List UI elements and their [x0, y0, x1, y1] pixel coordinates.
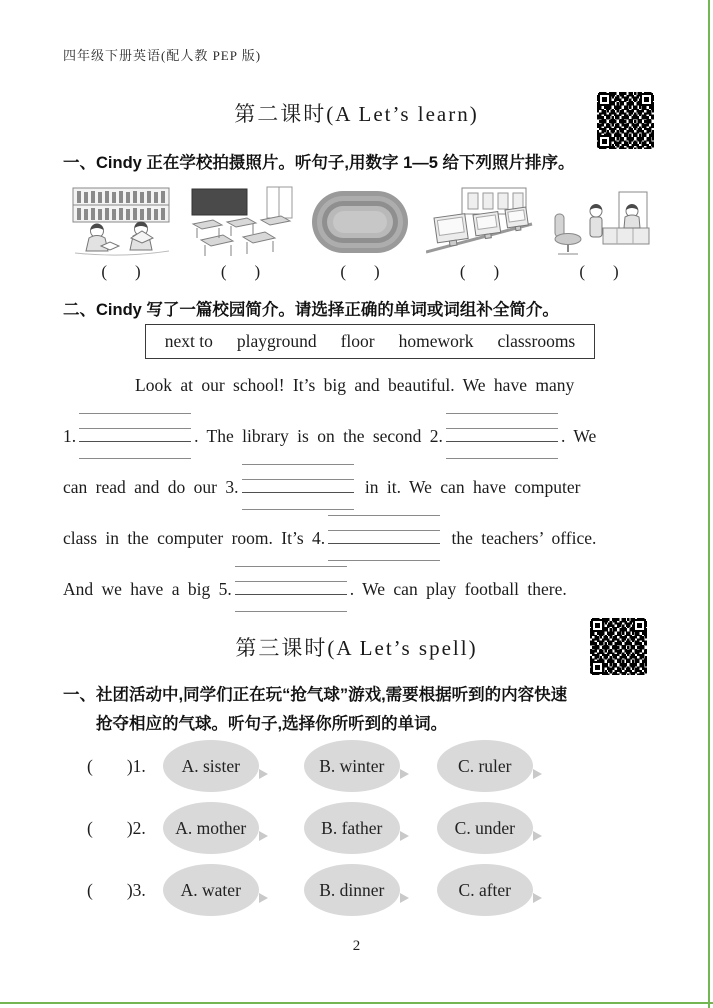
photo-cell-library	[66, 186, 176, 282]
qr-finder-icon	[598, 135, 611, 148]
question-row-2	[63, 802, 663, 854]
question-row-1	[63, 740, 663, 792]
question-row-3	[63, 864, 663, 916]
option-label: C. after	[458, 879, 512, 900]
answer-blank-1[interactable]	[79, 413, 191, 460]
passage-line	[63, 564, 655, 615]
photo-cell-computer-room	[425, 186, 535, 282]
word-bank-item: homework	[398, 331, 474, 351]
word-bank-box	[145, 324, 595, 359]
option-label: A. mother	[175, 817, 247, 838]
passage-line	[63, 411, 655, 462]
lesson2-title: 第二课时(A Let’s learn)	[234, 102, 479, 126]
photo-cell-playground	[305, 186, 415, 282]
passage-text: class in the computer room. It’s 4.	[63, 528, 326, 548]
balloon-option[interactable]	[437, 864, 533, 916]
instruction-line: 一、社团活动中,同学们正在玩“抢气球”游戏,需要根据听到的内容快速	[63, 686, 568, 704]
option-label: A. water	[180, 879, 241, 900]
balloon-option[interactable]	[163, 864, 259, 916]
answer-bracket[interactable]: (	[87, 817, 93, 838]
passage-text: in it. We can have computer	[356, 477, 581, 497]
question-number: )2.	[126, 817, 146, 838]
photo-cell-classroom	[186, 186, 296, 282]
question-number: )1.	[126, 755, 146, 776]
answer-bracket[interactable]: (	[87, 755, 93, 776]
passage-text: Look at our school! It’s big and beautiful. We have many	[135, 375, 575, 395]
answer-blank-2[interactable]	[446, 413, 558, 460]
answer-bracket[interactable]: (	[87, 879, 93, 900]
option-label: C. under	[454, 817, 515, 838]
computer-room-illustration	[426, 186, 534, 258]
answer-blank-5[interactable]	[235, 566, 347, 613]
passage-text: And we have a big 5.	[63, 579, 232, 599]
page-edge-right	[708, 0, 710, 1008]
passage-text: can read and do our 3.	[63, 477, 239, 497]
option-label: B. dinner	[319, 879, 385, 900]
balloon-option[interactable]	[163, 740, 259, 792]
qr-finder-icon	[591, 661, 604, 674]
page-number: 2	[352, 938, 361, 954]
option-label: C. ruler	[458, 755, 512, 776]
passage-text: . The library is on the second 2.	[194, 426, 443, 446]
passage-line	[63, 360, 655, 411]
qr-code-lesson2	[597, 92, 654, 149]
answer-bracket[interactable]: ( )	[340, 262, 380, 281]
passage-text: . We can play football there.	[349, 579, 567, 599]
instruction-line: 抢夺相应的气球。听句子,选择你所听到的单词。	[96, 715, 448, 733]
balloon-option[interactable]	[304, 802, 400, 854]
playground-track-illustration	[306, 186, 414, 258]
balloon-option[interactable]	[437, 740, 533, 792]
passage-text: the teachers’ office.	[443, 528, 597, 548]
balloon-option[interactable]	[304, 740, 400, 792]
page-edge-bottom	[0, 1002, 713, 1004]
cloze-passage	[63, 360, 655, 615]
answer-bracket[interactable]: ( )	[101, 262, 141, 281]
balloon-option[interactable]	[304, 864, 400, 916]
qr-finder-icon	[591, 619, 604, 632]
word-bank-item: next to	[164, 331, 213, 351]
option-label: B. winter	[319, 755, 385, 776]
word-bank-item: floor	[340, 331, 375, 351]
teachers-office-illustration	[545, 186, 653, 258]
qr-finder-icon	[640, 93, 653, 106]
photo-row	[66, 186, 654, 282]
answer-blank-3[interactable]	[242, 464, 354, 511]
passage-text: . We	[560, 426, 597, 446]
qr-finder-icon	[598, 93, 611, 106]
lesson2-section1-instruction: 一、Cindy 正在学校拍摄照片。听句子,用数字 1—5 给下列照片排序。	[63, 154, 575, 172]
passage-line	[63, 462, 655, 513]
word-bank-item: playground	[236, 331, 317, 351]
word-bank-item: classrooms	[497, 331, 576, 351]
balloon-option[interactable]	[163, 802, 259, 854]
lesson2-section2-instruction: 二、Cindy 写了一篇校园简介。请选择正确的单词或词组补全简介。	[63, 301, 559, 319]
qr-code-lesson3	[590, 618, 647, 675]
qr-finder-icon	[633, 619, 646, 632]
passage-line	[63, 513, 655, 564]
question-number: )3.	[126, 879, 146, 900]
answer-bracket[interactable]: ( )	[459, 262, 500, 281]
photo-cell-teachers-office	[544, 186, 654, 282]
book-header: 四年级下册英语(配人教 PEP 版)	[63, 48, 262, 63]
answer-blank-4[interactable]	[328, 515, 440, 562]
option-label: B. father	[321, 817, 383, 838]
answer-bracket[interactable]: ( )	[579, 262, 619, 281]
classroom-photo-illustration	[187, 186, 295, 258]
lesson3-title: 第三课时(A Let’s spell)	[235, 636, 478, 660]
option-label: A. sister	[181, 755, 240, 776]
balloon-option[interactable]	[437, 802, 533, 854]
answer-bracket[interactable]: ( )	[220, 262, 261, 281]
lesson3-section1-instruction	[63, 681, 659, 739]
passage-text: 1.	[63, 426, 77, 446]
library-photo-illustration	[67, 186, 175, 258]
